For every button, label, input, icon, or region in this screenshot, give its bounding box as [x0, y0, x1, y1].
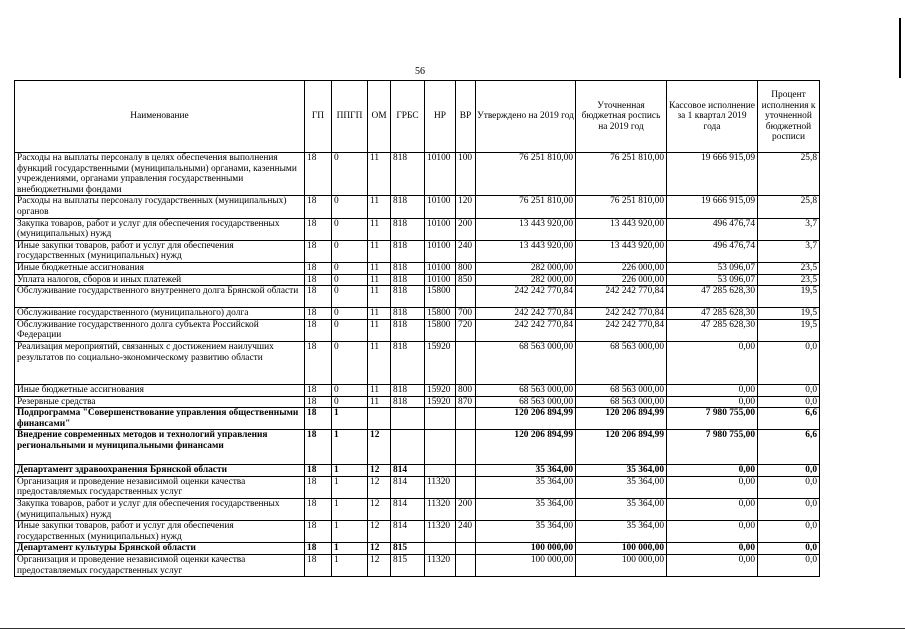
table-row [15, 308, 820, 320]
table-row [15, 240, 820, 262]
cell-name: Организация и проведение независимой оценки качества предоставляемых государственных услуг [15, 555, 305, 577]
table-row [15, 319, 820, 341]
cell-approved: 242 242 770,84 [476, 308, 576, 320]
cell-grbs: 818 [391, 274, 425, 286]
cell-percent: 23,5 [758, 274, 820, 286]
cell-cash: 19 666 915,09 [667, 153, 758, 196]
cell-grbs: 814 [391, 521, 425, 543]
cell-ppgp: 0 [332, 153, 368, 196]
cell-vr: 800 [456, 262, 476, 274]
cell-cash: 0,00 [667, 555, 758, 577]
cell-percent: 23,5 [758, 262, 820, 274]
header-approved: Утверждено на 2019 год [476, 81, 576, 153]
cell-om: 11 [368, 218, 391, 240]
header-ppgp: ППГП [332, 81, 368, 153]
cell-revised: 226 000,00 [576, 262, 667, 274]
header-cash: Кассовое исполнение за 1 квартал 2019 года [667, 81, 758, 153]
cell-revised: 35 364,00 [576, 499, 667, 521]
cell-np: 15800 [425, 319, 456, 341]
cell-cash: 0,00 [667, 499, 758, 521]
table-row [15, 555, 820, 577]
cell-cash: 53 096,07 [667, 274, 758, 286]
cell-cash: 47 285 628,30 [667, 319, 758, 341]
cell-np: 15920 [425, 341, 456, 384]
header-vr: ВР [456, 81, 476, 153]
cell-percent: 0,0 [758, 396, 820, 408]
cell-om: 12 [368, 543, 391, 555]
table-header-row [15, 81, 820, 153]
cell-cash: 496 476,74 [667, 240, 758, 262]
cell-approved: 13 443 920,00 [476, 218, 576, 240]
cell-vr: 800 [456, 384, 476, 396]
cell-revised: 120 206 894,99 [576, 430, 667, 465]
cell-cash: 0,00 [667, 396, 758, 408]
cell-cash: 19 666 915,09 [667, 196, 758, 218]
cell-grbs: 818 [391, 308, 425, 320]
cell-revised: 76 251 810,00 [576, 196, 667, 218]
cell-revised: 120 206 894,99 [576, 408, 667, 430]
table-row [15, 341, 820, 384]
cell-approved: 76 251 810,00 [476, 153, 576, 196]
cell-vr [456, 286, 476, 308]
cell-percent: 0,0 [758, 499, 820, 521]
cell-revised: 226 000,00 [576, 274, 667, 286]
cell-cash: 7 980 755,00 [667, 408, 758, 430]
cell-name: Иные закупки товаров, работ и услуг для обеспечения государственных (муниципальных) нужд [15, 240, 305, 262]
cell-ppgp: 0 [332, 319, 368, 341]
cell-om: 11 [368, 286, 391, 308]
cell-approved: 35 364,00 [476, 465, 576, 477]
cell-approved: 100 000,00 [476, 543, 576, 555]
cell-cash: 7 980 755,00 [667, 430, 758, 465]
cell-om: 12 [368, 465, 391, 477]
cell-name: Обслуживание государственного внутреннего долга Брянской области [15, 286, 305, 308]
cell-gp: 18 [305, 286, 332, 308]
cell-grbs: 818 [391, 319, 425, 341]
cell-cash: 0,00 [667, 521, 758, 543]
cell-ppgp: 0 [332, 262, 368, 274]
cell-revised: 35 364,00 [576, 521, 667, 543]
cell-approved: 242 242 770,84 [476, 319, 576, 341]
cell-name: Расходы на выплаты персоналу в целях обеспечения выполнения функций государственными (муниципальными) органами, казенными учреждениями, органами управления государственными внебюджетными фондами [15, 153, 305, 196]
cell-percent: 6,6 [758, 408, 820, 430]
cell-name: Подпрограмма "Совершенствование управления общественными финансами" [15, 408, 305, 430]
cell-vr: 120 [456, 196, 476, 218]
header-name: Наименование [15, 81, 305, 153]
cell-om: 12 [368, 499, 391, 521]
cell-grbs [391, 430, 425, 465]
cell-grbs: 818 [391, 384, 425, 396]
cell-name: Иные бюджетные ассигнования [15, 384, 305, 396]
cell-np: 10100 [425, 262, 456, 274]
table-row [15, 218, 820, 240]
cell-approved: 242 242 770,84 [476, 286, 576, 308]
cell-cash: 0,00 [667, 465, 758, 477]
cell-approved: 68 563 000,00 [476, 384, 576, 396]
cell-ppgp: 0 [332, 308, 368, 320]
cell-om: 11 [368, 384, 391, 396]
cell-grbs: 814 [391, 476, 425, 498]
cell-name: Иные бюджетные ассигнования [15, 262, 305, 274]
cell-grbs [391, 408, 425, 430]
header-percent: Процент исполнения к уточненной бюджетной росписи [758, 81, 820, 153]
cell-np [425, 543, 456, 555]
cell-np: 15920 [425, 396, 456, 408]
cell-gp: 18 [305, 153, 332, 196]
cell-cash: 47 285 628,30 [667, 286, 758, 308]
cell-approved: 35 364,00 [476, 521, 576, 543]
cell-approved: 100 000,00 [476, 555, 576, 577]
cell-percent: 3,7 [758, 218, 820, 240]
cell-gp: 18 [305, 308, 332, 320]
cell-vr [456, 465, 476, 477]
cell-np [425, 430, 456, 465]
cell-cash: 47 285 628,30 [667, 308, 758, 320]
page-number: 56 [415, 66, 425, 77]
cell-gp: 18 [305, 218, 332, 240]
cell-ppgp: 1 [332, 499, 368, 521]
table-row [15, 499, 820, 521]
cell-np: 15920 [425, 384, 456, 396]
cell-gp: 18 [305, 384, 332, 396]
cell-gp: 18 [305, 408, 332, 430]
cell-name: Внедрение современных методов и технологий управления региональными и муниципальными финансами [15, 430, 305, 465]
cell-percent: 19,5 [758, 286, 820, 308]
cell-np: 11320 [425, 521, 456, 543]
cell-percent: 0,0 [758, 521, 820, 543]
table-row [15, 408, 820, 430]
cell-name: Иные закупки товаров, работ и услуг для обеспечения государственных (муниципальных) нужд [15, 521, 305, 543]
table-row [15, 521, 820, 543]
cell-percent: 25,8 [758, 153, 820, 196]
header-revised: Уточненная бюджетная роспись на 2019 год [576, 81, 667, 153]
table-row [15, 274, 820, 286]
cell-cash: 0,00 [667, 543, 758, 555]
cell-vr [456, 408, 476, 430]
cell-name: Департамент культуры Брянской области [15, 543, 305, 555]
cell-grbs: 815 [391, 543, 425, 555]
cell-name: Закупка товаров, работ и услуг для обеспечения государственных (муниципальных) нужд [15, 499, 305, 521]
cell-vr: 200 [456, 218, 476, 240]
cell-percent: 0,0 [758, 543, 820, 555]
cell-gp: 18 [305, 240, 332, 262]
cell-om: 11 [368, 274, 391, 286]
cell-percent: 3,7 [758, 240, 820, 262]
cell-name: Уплата налогов, сборов и иных платежей [15, 274, 305, 286]
table-row [15, 476, 820, 498]
scan-edge-mark [899, 18, 901, 78]
cell-cash: 0,00 [667, 476, 758, 498]
cell-vr [456, 555, 476, 577]
cell-gp: 18 [305, 430, 332, 465]
cell-om: 12 [368, 521, 391, 543]
cell-vr: 240 [456, 240, 476, 262]
cell-grbs: 814 [391, 465, 425, 477]
cell-gp: 18 [305, 341, 332, 384]
cell-revised: 68 563 000,00 [576, 384, 667, 396]
cell-gp: 18 [305, 319, 332, 341]
cell-gp: 18 [305, 543, 332, 555]
cell-np [425, 408, 456, 430]
cell-np: 10100 [425, 274, 456, 286]
cell-approved: 68 563 000,00 [476, 341, 576, 384]
cell-revised: 13 443 920,00 [576, 240, 667, 262]
header-np: НР [425, 81, 456, 153]
cell-ppgp: 1 [332, 521, 368, 543]
cell-gp: 18 [305, 274, 332, 286]
cell-approved: 282 000,00 [476, 274, 576, 286]
cell-cash: 496 476,74 [667, 218, 758, 240]
cell-approved: 68 563 000,00 [476, 396, 576, 408]
cell-ppgp: 0 [332, 196, 368, 218]
cell-approved: 120 206 894,99 [476, 430, 576, 465]
cell-gp: 18 [305, 499, 332, 521]
cell-om [368, 408, 391, 430]
cell-vr [456, 341, 476, 384]
header-gp: ГП [305, 81, 332, 153]
cell-revised: 68 563 000,00 [576, 396, 667, 408]
cell-om: 11 [368, 396, 391, 408]
cell-grbs: 818 [391, 286, 425, 308]
cell-ppgp: 0 [332, 274, 368, 286]
cell-ppgp: 0 [332, 341, 368, 384]
cell-grbs: 818 [391, 196, 425, 218]
cell-percent: 0,0 [758, 465, 820, 477]
cell-ppgp: 1 [332, 430, 368, 465]
cell-vr: 850 [456, 274, 476, 286]
cell-om: 11 [368, 341, 391, 384]
cell-ppgp: 0 [332, 286, 368, 308]
cell-cash: 53 096,07 [667, 262, 758, 274]
scan-bottom-edge [0, 628, 905, 629]
cell-gp: 18 [305, 465, 332, 477]
table-body [15, 153, 820, 577]
cell-om: 11 [368, 262, 391, 274]
table-row [15, 543, 820, 555]
header-grbs: ГРБС [391, 81, 425, 153]
cell-om: 11 [368, 240, 391, 262]
cell-ppgp: 1 [332, 476, 368, 498]
cell-vr [456, 430, 476, 465]
cell-ppgp: 0 [332, 240, 368, 262]
cell-gp: 18 [305, 476, 332, 498]
cell-vr: 870 [456, 396, 476, 408]
cell-approved: 76 251 810,00 [476, 196, 576, 218]
cell-vr [456, 476, 476, 498]
cell-revised: 242 242 770,84 [576, 308, 667, 320]
cell-np: 10100 [425, 196, 456, 218]
cell-gp: 18 [305, 196, 332, 218]
cell-ppgp: 1 [332, 543, 368, 555]
table-row [15, 465, 820, 477]
cell-np: 15800 [425, 286, 456, 308]
cell-np: 10100 [425, 240, 456, 262]
cell-vr: 200 [456, 499, 476, 521]
cell-grbs: 814 [391, 499, 425, 521]
cell-vr [456, 543, 476, 555]
cell-ppgp: 1 [332, 408, 368, 430]
cell-np [425, 465, 456, 477]
table-row [15, 153, 820, 196]
cell-name: Организация и проведение независимой оценки качества предоставляемых государственных услуг [15, 476, 305, 498]
cell-vr: 240 [456, 521, 476, 543]
table-row [15, 262, 820, 274]
cell-np: 11320 [425, 499, 456, 521]
cell-percent: 0,0 [758, 384, 820, 396]
cell-name: Обслуживание государственного долга субъекта Российской Федерации [15, 319, 305, 341]
cell-om: 11 [368, 308, 391, 320]
cell-grbs: 815 [391, 555, 425, 577]
cell-name: Расходы на выплаты персоналу государственных (муниципальных) органов [15, 196, 305, 218]
cell-grbs: 818 [391, 240, 425, 262]
budget-execution-table [14, 80, 820, 577]
cell-vr: 720 [456, 319, 476, 341]
cell-om: 12 [368, 555, 391, 577]
cell-approved: 35 364,00 [476, 499, 576, 521]
cell-revised: 68 563 000,00 [576, 341, 667, 384]
cell-ppgp: 1 [332, 555, 368, 577]
cell-om: 11 [368, 319, 391, 341]
cell-percent: 0,0 [758, 476, 820, 498]
cell-gp: 18 [305, 396, 332, 408]
cell-revised: 13 443 920,00 [576, 218, 667, 240]
cell-vr: 100 [456, 153, 476, 196]
cell-gp: 18 [305, 555, 332, 577]
cell-revised: 100 000,00 [576, 555, 667, 577]
cell-grbs: 818 [391, 396, 425, 408]
cell-cash: 0,00 [667, 341, 758, 384]
cell-percent: 19,5 [758, 308, 820, 320]
cell-percent: 25,8 [758, 196, 820, 218]
cell-grbs: 818 [391, 262, 425, 274]
cell-approved: 282 000,00 [476, 262, 576, 274]
cell-om: 12 [368, 476, 391, 498]
cell-ppgp: 0 [332, 384, 368, 396]
cell-revised: 76 251 810,00 [576, 153, 667, 196]
cell-revised: 242 242 770,84 [576, 286, 667, 308]
cell-vr: 700 [456, 308, 476, 320]
cell-name: Закупка товаров, работ и услуг для обеспечения государственных (муниципальных) нужд [15, 218, 305, 240]
cell-name: Обслуживание государственного (муниципального) долга [15, 308, 305, 320]
cell-percent: 6,6 [758, 430, 820, 465]
cell-grbs: 818 [391, 341, 425, 384]
cell-ppgp: 1 [332, 465, 368, 477]
cell-ppgp: 0 [332, 396, 368, 408]
cell-np: 10100 [425, 218, 456, 240]
cell-np: 10100 [425, 153, 456, 196]
cell-np: 11320 [425, 555, 456, 577]
table-row [15, 430, 820, 465]
cell-np: 15800 [425, 308, 456, 320]
table-row [15, 384, 820, 396]
cell-name: Департамент здравоохранения Брянской области [15, 465, 305, 477]
cell-revised: 242 242 770,84 [576, 319, 667, 341]
cell-grbs: 818 [391, 218, 425, 240]
table-row [15, 196, 820, 218]
cell-gp: 18 [305, 521, 332, 543]
cell-grbs: 818 [391, 153, 425, 196]
cell-name: Реализация мероприятий, связанных с достижением наилучших результатов по социально-экономическому развитию области [15, 341, 305, 384]
cell-cash: 0,00 [667, 384, 758, 396]
header-om: ОМ [368, 81, 391, 153]
cell-approved: 120 206 894,99 [476, 408, 576, 430]
cell-ppgp: 0 [332, 218, 368, 240]
table-row [15, 286, 820, 308]
cell-om: 11 [368, 153, 391, 196]
table-row [15, 396, 820, 408]
cell-percent: 0,0 [758, 341, 820, 384]
cell-np: 11320 [425, 476, 456, 498]
cell-revised: 35 364,00 [576, 476, 667, 498]
cell-revised: 35 364,00 [576, 465, 667, 477]
cell-approved: 13 443 920,00 [476, 240, 576, 262]
cell-gp: 18 [305, 262, 332, 274]
cell-om: 11 [368, 196, 391, 218]
cell-percent: 19,5 [758, 319, 820, 341]
cell-om: 12 [368, 430, 391, 465]
cell-percent: 0,0 [758, 555, 820, 577]
cell-revised: 100 000,00 [576, 543, 667, 555]
cell-name: Резервные средства [15, 396, 305, 408]
cell-approved: 35 364,00 [476, 476, 576, 498]
